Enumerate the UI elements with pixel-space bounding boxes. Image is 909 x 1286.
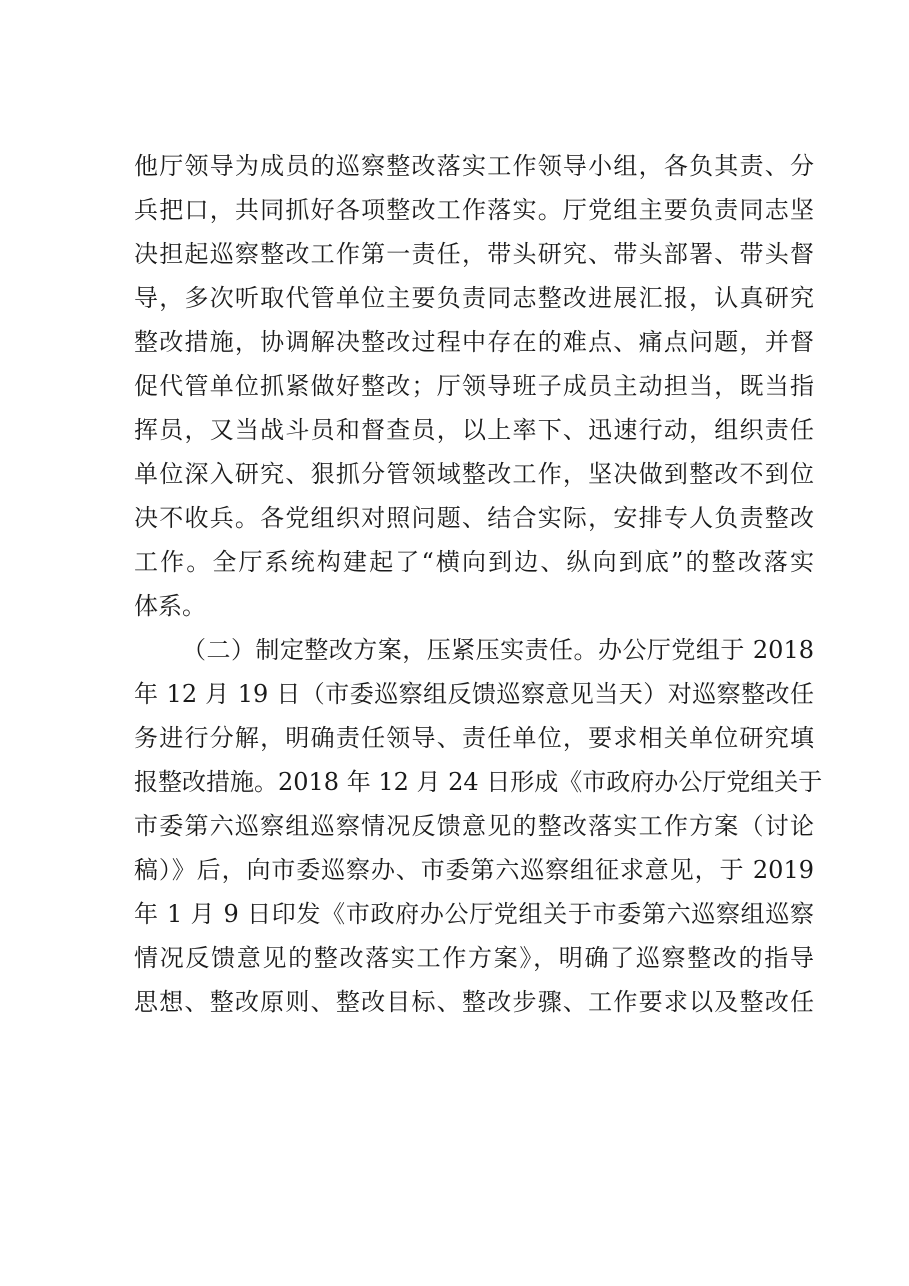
text-line: 报整改措施。2018 年 12 月 24 日形成《市政府办公厅党组关于 bbox=[134, 768, 823, 796]
text-line: 市委第六巡察组巡察情况反馈意见的整改落实工作方案（讨论 bbox=[134, 812, 814, 840]
text-line: 导，多次听取代管单位主要负责同志整改进展汇报，认真研究 bbox=[134, 284, 814, 312]
text-line: 年 1 月 9 日印发《市政府办公厅党组关于市委第六巡察组巡察 bbox=[134, 900, 814, 928]
text-line: 决担起巡察整改工作第一责任，带头研究、带头部署、带头督 bbox=[134, 240, 814, 268]
section-heading-line: （二）制定整改方案，压紧压实责任。办公厅党组于 2018 bbox=[182, 636, 814, 664]
text-line: 年 12 月 19 日（市委巡察组反馈巡察意见当天）对巡察整改任 bbox=[134, 680, 814, 708]
text-line: 情况反馈意见的整改落实工作方案》，明确了巡察整改的指导 bbox=[134, 944, 814, 972]
text-line: 他厅领导为成员的巡察整改落实工作领导小组，各负其责、分 bbox=[134, 152, 814, 180]
text-line: 单位深入研究、狠抓分管领域整改工作，坚决做到整改不到位 bbox=[134, 460, 814, 488]
text-line: 稿）》后，向市委巡察办、市委第六巡察组征求意见，于 2019 bbox=[134, 856, 814, 884]
text-line: 体系。 bbox=[134, 592, 206, 620]
text-line: 兵把口，共同抓好各项整改工作落实。厅党组主要负责同志坚 bbox=[134, 196, 814, 224]
text-line: 挥员，又当战斗员和督查员，以上率下、迅速行动，组织责任 bbox=[134, 416, 814, 444]
text-line: 工作。全厅系统构建起了“横向到边、纵向到底”的整改落实 bbox=[134, 548, 814, 576]
text-line: 促代管单位抓紧做好整改；厅领导班子成员主动担当，既当指 bbox=[134, 372, 814, 400]
body-text bbox=[134, 144, 823, 1024]
text-line: 决不收兵。各党组织对照问题、结合实际，安排专人负责整改 bbox=[134, 504, 814, 532]
text-line: 思想、整改原则、整改目标、整改步骤、工作要求以及整改任 bbox=[134, 988, 814, 1016]
text-line: 务进行分解，明确责任领导、责任单位，要求相关单位研究填 bbox=[134, 724, 814, 752]
text-line: 整改措施，协调解决整改过程中存在的难点、痛点问题，并督 bbox=[134, 328, 814, 356]
